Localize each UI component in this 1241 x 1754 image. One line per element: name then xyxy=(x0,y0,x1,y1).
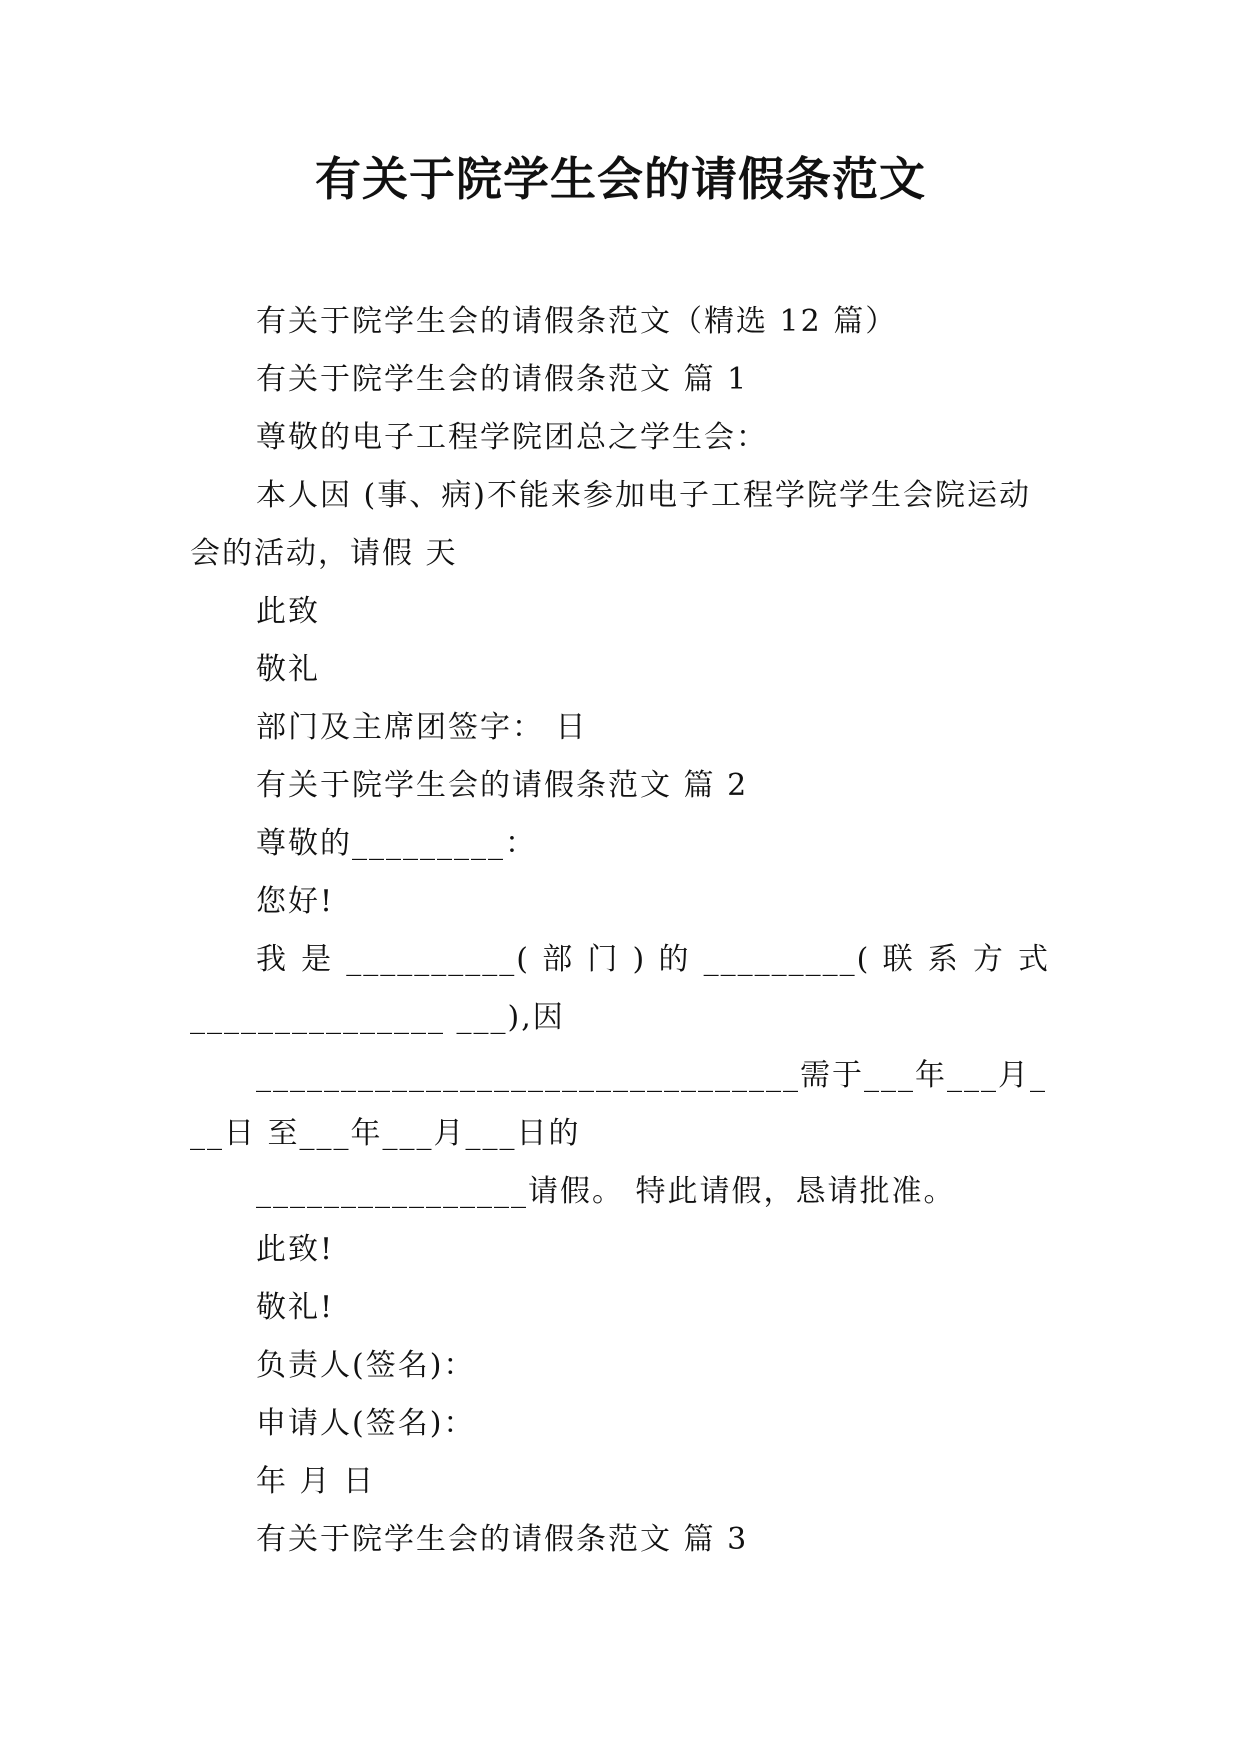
paragraph-section-3-heading: 有关于院学生会的请假条范文 篇 3 xyxy=(256,1522,749,1557)
paragraph-request-2: ________________请假。 特此请假，恳请批准。 xyxy=(256,1174,956,1209)
paragraph-date-2: 年 月 日 xyxy=(256,1464,376,1499)
paragraph-signature-1: 部门及主席团签字： 日 xyxy=(256,710,588,745)
paragraph-dates-2: ________________________________需于___年___月___日 至___年___月___日的 xyxy=(190,1058,1047,1151)
paragraph-greeting-2: 您好! xyxy=(256,884,335,919)
paragraph-salutation-2: 尊敬的_________： xyxy=(256,826,537,861)
document-title: 有关于院学生会的请假条范文 xyxy=(315,152,926,206)
paragraph-section-1-heading: 有关于院学生会的请假条范文 篇 1 xyxy=(256,362,749,397)
paragraph-contact-2: _______________ ___),因 xyxy=(190,1000,565,1035)
paragraph-closing-jingli-1: 敬礼 xyxy=(256,652,320,687)
paragraph-signature-applicant-2: 申请人(签名)： xyxy=(256,1406,476,1441)
paragraph-closing-cizhi-2: 此致! xyxy=(256,1232,335,1267)
paragraph-subtitle: 有关于院学生会的请假条范文（精选 12 篇） xyxy=(256,304,898,339)
paragraph-reason-1: 本人因 (事、病)不能来参加电子工程学院学生会院运动会的活动，请假 天 xyxy=(190,478,1031,571)
paragraph-closing-jingli-2: 敬礼! xyxy=(256,1290,335,1325)
paragraph-section-2-heading: 有关于院学生会的请假条范文 篇 2 xyxy=(256,768,749,803)
paragraph-intro-2: 我 是 __________( 部 门 ) 的 _________( 联 系 方 式 xyxy=(256,942,1050,977)
paragraph-closing-cizhi-1: 此致 xyxy=(256,594,320,629)
document-body xyxy=(190,293,1050,1569)
paragraph-signature-leader-2: 负责人(签名)： xyxy=(256,1348,476,1383)
paragraph-salutation-1: 尊敬的电子工程学院团总之学生会： xyxy=(256,420,768,455)
